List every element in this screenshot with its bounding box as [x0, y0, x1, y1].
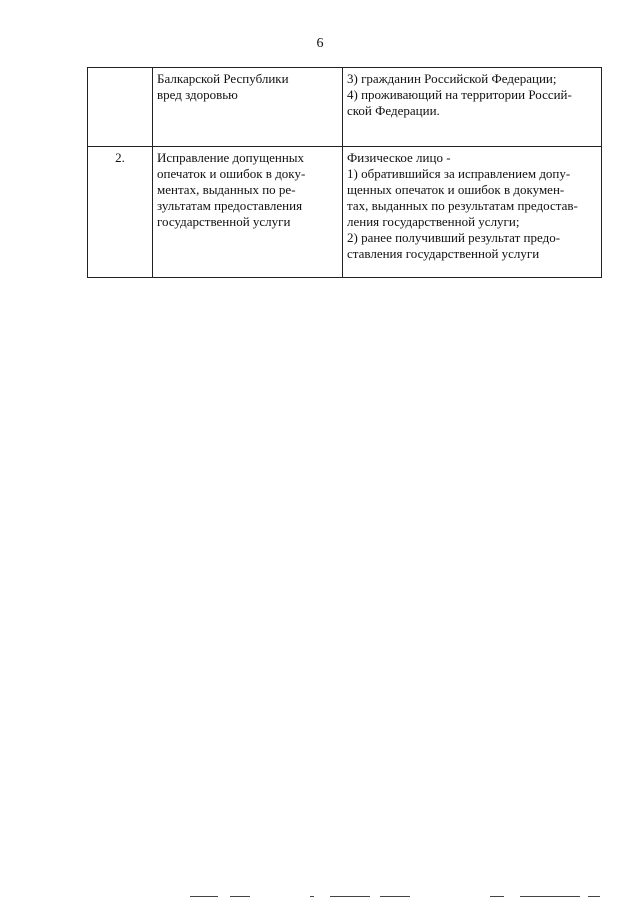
applicant-text-line: тах, выданных по результатам предостав- — [347, 198, 578, 213]
applicant-text-line: 4) проживающий на территории Россий- — [347, 87, 572, 102]
service-text-line: Балкарской Республики — [157, 71, 289, 86]
row-number-cell — [88, 68, 153, 147]
service-text-line: Исправление допущенных — [157, 150, 305, 165]
applicant-cell — [343, 68, 602, 147]
scan-artifact-line — [520, 896, 580, 897]
applicant-text-line: ской Федерации. — [347, 103, 440, 118]
applicants-table — [87, 67, 602, 278]
row-number-cell: 2. — [88, 147, 153, 278]
scan-artifact-lines — [190, 896, 610, 900]
service-text-line: зультатам предоставления — [157, 198, 303, 213]
service-cell — [153, 68, 343, 147]
applicant-text-line: ставления государственной услуги — [347, 246, 540, 261]
service-text-line: ментах, выданных по ре- — [157, 182, 296, 197]
table-row — [88, 147, 602, 278]
service-text-line: опечаток и ошибок в доку- — [157, 166, 306, 181]
page-number: 6 — [316, 36, 324, 51]
applicant-text-line: 3) гражданин Российской Федерации; — [347, 71, 557, 86]
scan-artifact-line — [380, 896, 410, 897]
applicant-text-line: 1) обратившийся за исправлением допу- — [347, 166, 571, 181]
service-text-line: государственной услуги — [157, 214, 291, 229]
table-row — [88, 68, 602, 147]
scan-artifact-line — [490, 896, 504, 897]
service-text-line: вред здоровью — [157, 87, 238, 102]
applicant-cell — [343, 147, 602, 278]
scan-artifact-line — [330, 896, 370, 897]
applicant-text-line: 2) ранее получивший результат предо- — [347, 230, 561, 245]
applicant-text-line: ления государственной услуги; — [347, 214, 520, 229]
scan-artifact-line — [190, 896, 218, 897]
applicant-text-line: щенных опечаток и ошибок в докумен- — [347, 182, 565, 197]
service-cell — [153, 147, 343, 278]
scan-artifact-line — [588, 896, 600, 897]
scan-artifact-line — [230, 896, 250, 897]
applicant-text-line: Физическое лицо - — [347, 150, 451, 165]
scan-artifact-line — [310, 896, 314, 897]
